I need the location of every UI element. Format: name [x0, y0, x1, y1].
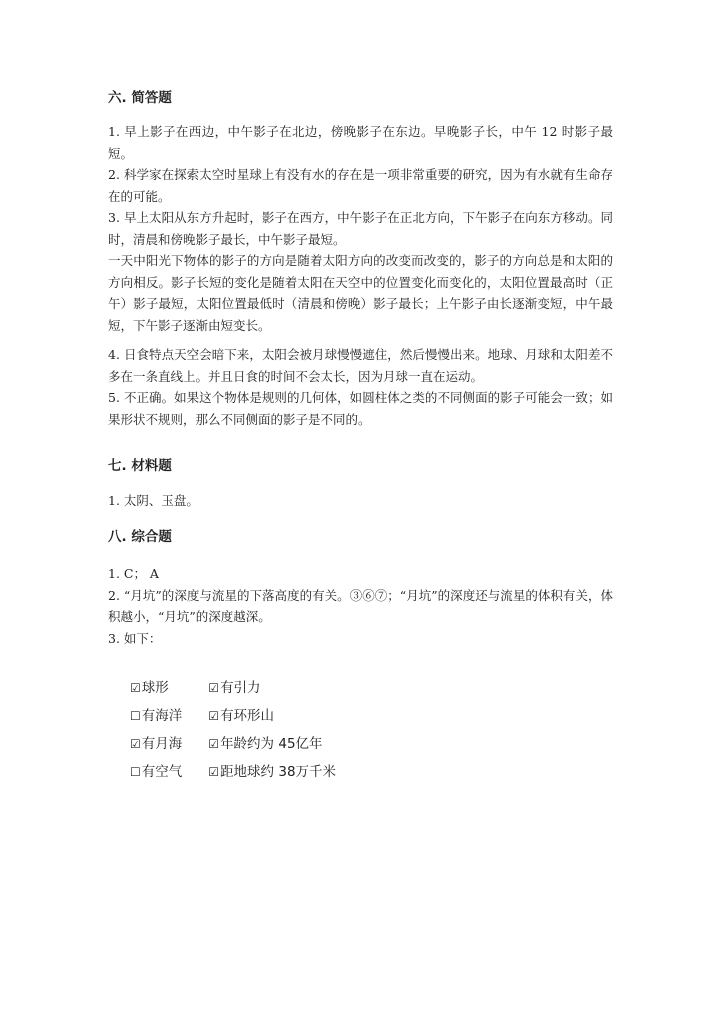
list-item: 2. 科学家在探索太空时星球上有没有水的存在是一项非常重要的研究，因为有水就有生命存在的可能。	[108, 167, 613, 204]
list-item: 2. “月坑”的深度与流星的下落高度的有关。③⑥⑦；“月坑”的深度还与流星的体积有关，体积越小，“月坑”的深度越深。	[108, 587, 613, 625]
list-item: 1. 太阴、玉盘。	[108, 493, 199, 508]
section-8-title: 八. 综合题	[108, 529, 172, 545]
checklist-label: 距地球约 38万千米	[220, 764, 337, 780]
checklist-item	[208, 758, 378, 786]
checklist-label: 球形	[141, 680, 169, 696]
moon-features-checklist	[130, 674, 378, 786]
checklist-item	[130, 730, 204, 758]
section-8-items	[108, 563, 613, 649]
checklist-label: 有月海	[141, 736, 183, 752]
checkbox-icon: ☑	[130, 737, 141, 751]
checklist-item	[130, 758, 204, 786]
list-item: 5. 不正确。如果这个物体是规则的几何体，如圆柱体之类的不同侧面的影子可能会一致；如果形状不规则，那么不同侧面的影子是不同的。	[108, 390, 613, 427]
checklist-row	[130, 674, 378, 702]
section-6-explanation-block	[108, 250, 613, 336]
checkbox-icon: ☑	[208, 737, 220, 751]
checkbox-icon: ☑	[208, 765, 220, 779]
list-item: 1. 早上影子在西边，中午影子在北边，傍晚影子在东边。早晚影子长，中午 12 时影子最短。	[108, 124, 613, 161]
checklist-label: 有空气	[141, 764, 183, 780]
checklist-item	[208, 674, 378, 702]
checklist-item	[208, 730, 378, 758]
list-item: 1. C； A	[108, 566, 159, 581]
checklist-row	[130, 758, 378, 786]
checkbox-icon: ☑	[130, 681, 141, 695]
checklist-item	[208, 702, 378, 730]
checklist-row	[130, 730, 378, 758]
section-6-items-continued	[108, 344, 613, 430]
checklist-label: 有引力	[220, 680, 261, 696]
checklist-label: 有海洋	[141, 708, 183, 724]
list-item: 3. 早上太阳从东方升起时，影子在西方，中午影子在正北方向，下午影子在向东方移动。同时，清晨和傍晚影子最长，中午影子最短。	[108, 210, 613, 247]
list-item: 4. 日食特点天空会暗下来，太阳会被月球慢慢遮住，然后慢慢出来。地球、月球和太阳差不多在一条直线上。并且日食的时间不会太长，因为月球一直在运动。	[108, 347, 613, 384]
explanation-paragraph: 一天中阳光下物体的影子的方向是随着太阳方向的改变而改变的，影子的方向总是和太阳的方向相反。影子长短的变化是随着太阳在天空中的位置变化而变化的，太阳位置最高时（正午）影子最短，太阳位置最低时（清晨和傍晚）影子最长；上午影子由长逐渐变短，中午最短，下午影子逐渐由短变长。	[108, 253, 613, 333]
checkbox-icon: ☐	[130, 765, 141, 779]
checkbox-icon: ☑	[208, 681, 220, 695]
list-item: 3. 如下：	[108, 630, 162, 646]
section-6-items	[108, 121, 613, 251]
checklist-label: 年龄约为 45亿年	[220, 736, 323, 752]
checklist-item	[130, 702, 204, 730]
checklist-label: 有环形山	[220, 708, 275, 724]
checklist-item	[130, 674, 204, 702]
checklist-row	[130, 702, 378, 730]
checkbox-icon: ☑	[208, 709, 220, 723]
section-7-items	[108, 490, 613, 512]
section-6-title: 六. 简答题	[108, 90, 172, 106]
checkbox-icon: ☐	[130, 709, 141, 723]
section-7-title: 七. 材料题	[108, 458, 172, 474]
